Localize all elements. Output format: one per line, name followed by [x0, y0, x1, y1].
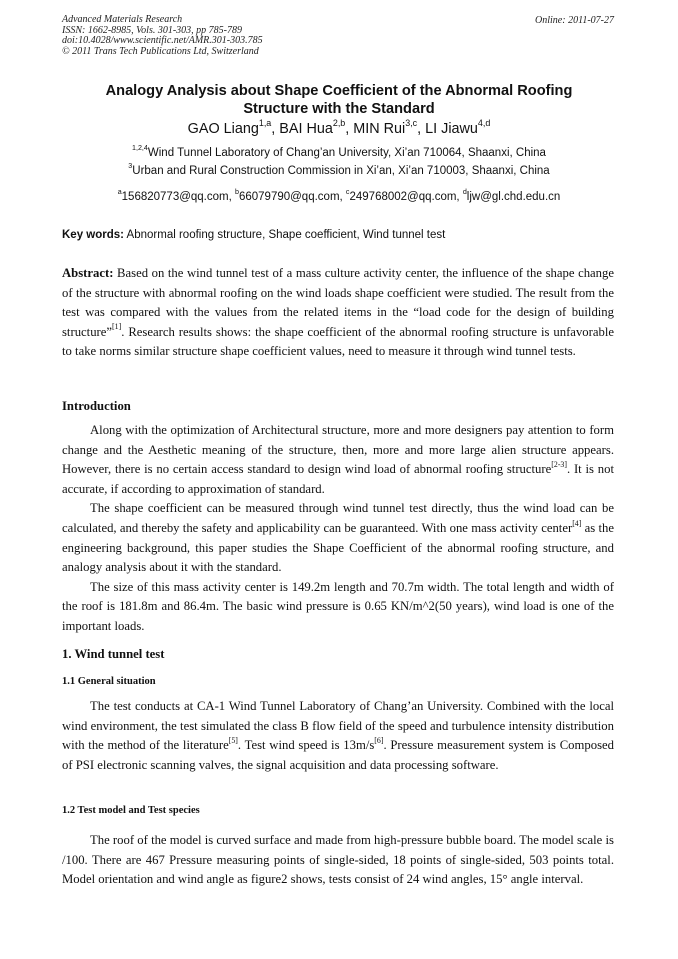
paragraph-text: . Test wind speed is 13m/s: [237, 738, 375, 753]
online-date: Online: 2011-07-27: [535, 15, 614, 26]
affiliation-sup: 1,2,4: [132, 144, 148, 153]
abstract-text: . Research results shows: the shape coefficient of the abnormal roofing structure is unfavorable to take norms similar structure shape coefficient values, need to measure it through wind tunnel tests.: [62, 324, 614, 359]
citation: [5]: [228, 735, 238, 745]
paragraph: The size of this mass activity center is 149.2m length and 70.7m width. The total length and width of the roof is 181.8m and 86.4m. The basic wind pressure is 0.65 KN/m^2(50 years), wind load is one of the important loads.: [62, 579, 614, 633]
journal-header: [62, 15, 263, 57]
author-name: MIN Rui: [353, 121, 406, 137]
email-sup: c: [345, 188, 350, 197]
subsection-1-2-body: [62, 831, 614, 890]
citation: [6]: [374, 735, 384, 745]
keywords-text: Abnormal roofing structure, Shape coefficient, Wind tunnel test: [124, 229, 446, 241]
copyright-line: © 2011 Trans Tech Publications Ltd, Switzerland: [62, 45, 259, 57]
introduction-heading: Introduction: [62, 399, 131, 413]
abstract: [62, 264, 614, 362]
paragraph-text: The test conducts at CA-1 Wind Tunnel Laboratory of Chang’an University. Combined with the local wind environment, the test simulated the class B flow field of the speed and turbulence intensity distribution with the method of the literature: [62, 699, 614, 753]
keywords: [62, 229, 445, 241]
email-address: 66079790@qq.com,: [238, 191, 346, 203]
paragraph-text: . Pressure measurement system is Composed of PSI electronic scanning valves, the signal acquisition and data processing software.: [62, 738, 614, 772]
introduction-body: [62, 421, 614, 637]
subsection-1-1-heading: 1.1 General situation: [62, 676, 156, 687]
citation: [4]: [572, 518, 582, 528]
paragraph: The roof of the model is curved surface and made from high-pressure bubble board. The model scale is /100. There are 467 Pressure measuring points of single-sided, 18 points of single-sided, 503 points total. Model orientation and wind angle as figure2 shows, tests consist of 24 wind angles, 15° angle interval.: [62, 833, 614, 887]
doi-line: doi:10.4028/www.scientific.net/AMR.301-303.785: [62, 35, 263, 47]
paragraph-text: Along with the optimization of Architectural structure, more and more designers pay attention to form change and the Aesthetic meaning of the structure, then, more and more large alien structure appears. However, there is no certain access standard to design wind load of abnormal roofing structure: [62, 423, 614, 477]
paragraph-text: The shape coefficient can be measured through wind tunnel test directly, thus the wind load can be calculated, and thereby the safety and applicability can be guaranteed. With one mass activity center: [62, 501, 614, 535]
paragraph: [62, 499, 614, 577]
subsection-1-2-heading: 1.2 Test model and Test species: [62, 805, 200, 816]
author-list: [62, 117, 616, 138]
author-separator: ,: [417, 121, 426, 137]
email-sup: d: [462, 188, 467, 197]
title-line-2: Structure with the Standard: [243, 101, 435, 117]
email-list: [62, 190, 616, 204]
abstract-text: Based on the wind tunnel test of a mass culture activity center, the influence of the shape change of the structure with abnormal roofing on the wind loads shape coefficient were studied. The result from the test was compared with the values from the related items in the “load code for the design of building structure”: [62, 266, 614, 339]
author-name: LI Jiawu: [425, 121, 478, 137]
author-name: GAO Liang: [187, 121, 259, 137]
journal-name: Advanced Materials Research: [62, 14, 183, 25]
email-address: 249768002@qq.com,: [349, 191, 463, 203]
email-sup: a: [117, 188, 122, 197]
email-sup: b: [235, 188, 239, 197]
affiliation-sup: 3: [128, 162, 133, 171]
email-address: 156820773@qq.com,: [121, 191, 235, 203]
section-1-heading: 1. Wind tunnel test: [62, 647, 165, 661]
paragraph: [62, 421, 614, 499]
affiliation-1: [62, 146, 616, 160]
issn-line: ISSN: 1662-8985, Vols. 301-303, pp 785-789: [62, 24, 242, 36]
author-sup: 4,d: [477, 117, 491, 128]
author-separator: ,: [345, 121, 354, 137]
subsection-1-1-body: [62, 697, 614, 775]
affiliation-text: Urban and Rural Construction Commission in Xi’an, Xi’an 710003, Shaanxi, China: [132, 165, 550, 177]
paragraph: [62, 697, 614, 775]
title-line-1: Analogy Analysis about Shape Coefficient of the Abnormal Roofing: [105, 83, 573, 99]
author-sup: 3,c: [405, 117, 418, 128]
author-sup: 1,a: [258, 117, 272, 128]
paragraph-text: as the engineering background, this paper studies the Shape Coefficient of the abnormal roofing structure, and analogy analysis about it with the standard.: [62, 520, 614, 575]
keywords-label: Key words:: [62, 229, 124, 241]
citation: [2-3]: [551, 459, 567, 469]
author-sup: 2,b: [332, 117, 346, 128]
author-separator: ,: [271, 121, 280, 137]
paragraph-text: . It is not accurate, if according to approximation of standard.: [62, 462, 614, 496]
abstract-label: Abstract:: [62, 266, 114, 280]
paper-title: [62, 82, 616, 118]
email-address: ljw@gl.chd.edu.cn: [466, 191, 561, 203]
citation: [1]: [112, 322, 122, 332]
author-name: BAI Hua: [279, 121, 333, 137]
affiliation-text: Wind Tunnel Laboratory of Chang’an University, Xi’an 710064, Shaanxi, China: [147, 147, 546, 159]
affiliation-2: [62, 164, 616, 178]
